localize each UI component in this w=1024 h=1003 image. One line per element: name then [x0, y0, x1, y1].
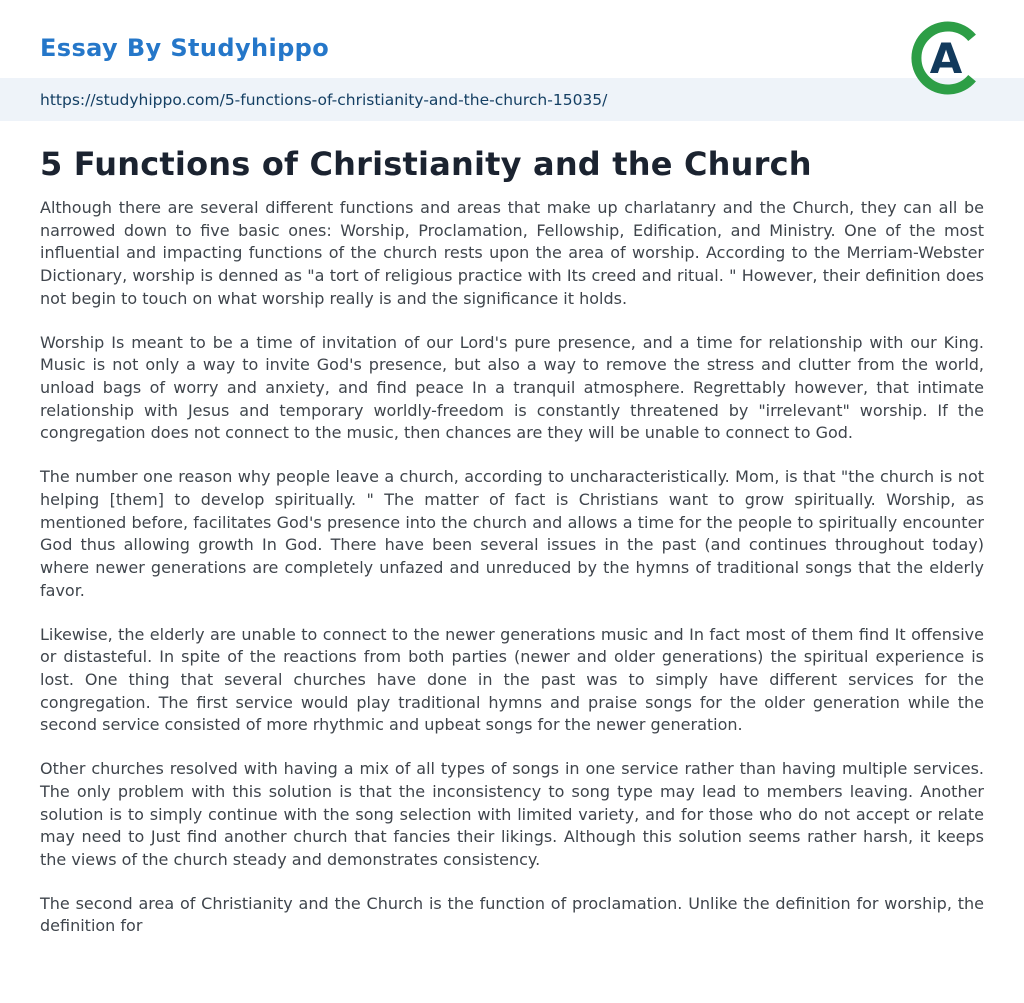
brand-title: Essay By Studyhippo [40, 34, 330, 62]
source-url-link[interactable]: https://studyhippo.com/5-functions-of-christianity-and-the-church-15035/ [40, 91, 608, 109]
essay-paragraph: The number one reason why people leave a church, according to uncharacteristically. Mom, is that "the church is not helping [them] to develop spiritually. " The matter of fact is Christians want to grow spiritually. Worship, as mentioned before, facilitates God's presence into the church and allows a time for the people to spiritually encounter God thus allowing growth In God. There have been several issues in the past (and continues throughout today) where newer generations are completely unfazed and unreduced by the hymns of traditional songs that the elderly favor. [40, 467, 984, 600]
essay-title: 5 Functions of Christianity and the Church [40, 145, 812, 183]
essay-paragraph: Likewise, the elderly are unable to connect to the newer generations music and In fact most of them find It offensive or distasteful. In spite of the reactions from both parties (newer and older generations) the spiritual experience is lost. One thing that several churches have done in the past was to simply have different services for the congregation. The first service would play traditional hymns and praise songs for the older generation while the second service consisted of more rhythmic and upbeat songs for the newer generation. [40, 624, 984, 735]
essay-content [0, 121, 1024, 938]
essay-paragraph: Worship Is meant to be a time of invitation of our Lord's pure presence, and a time for relationship with our King. Music is not only a way to invite God's presence, but also a way to remove the stress and clutter from the world, unload bags of worry and anxiety, and find peace In a tranquil atmosphere. Regrettably however, that intimate relationship with Jesus and temporary worldly-freedom is constantly threatened by "irrelevant" worship. If the congregation does not connect to the music, then chances are they will be unable to connect to God. [40, 332, 984, 443]
logo-ring-icon [910, 20, 986, 96]
essay-paragraph: The second area of Christianity and the Church is the function of proclamation. Unlike the definition for worship, the definition for [40, 893, 984, 936]
essay-paragraph: Although there are several different functions and areas that make up charlatanry and the Church, they can all be narrowed down to five basic ones: Worship, Proclamation, Fellowship, Edification, and Ministry. One of the most influential and impacting functions of the church rests upon the area of worship. According to the Merriam-Webster Dictionary, worship is denned as "a tort of religious practice with Its creed and ritual. " However, their definition does not begin to touch on what worship really is and the significance it holds. [40, 198, 984, 308]
page-header [0, 0, 1024, 78]
studyhippo-logo [910, 20, 986, 96]
essay-paragraph: Other churches resolved with having a mix of all types of songs in one service rather than having multiple services. The only problem with this solution is that the inconsistency to song type may lead to members leaving. Another solution is to simply continue with the song selection with limited variety, and for those who do not accept or relate may need to Just find another church that fancies their likings. Although this solution seems rather harsh, it keeps the views of the church steady and demonstrates consistency. [40, 759, 984, 869]
url-bar [0, 78, 1024, 121]
logo-letter: A [929, 34, 963, 83]
